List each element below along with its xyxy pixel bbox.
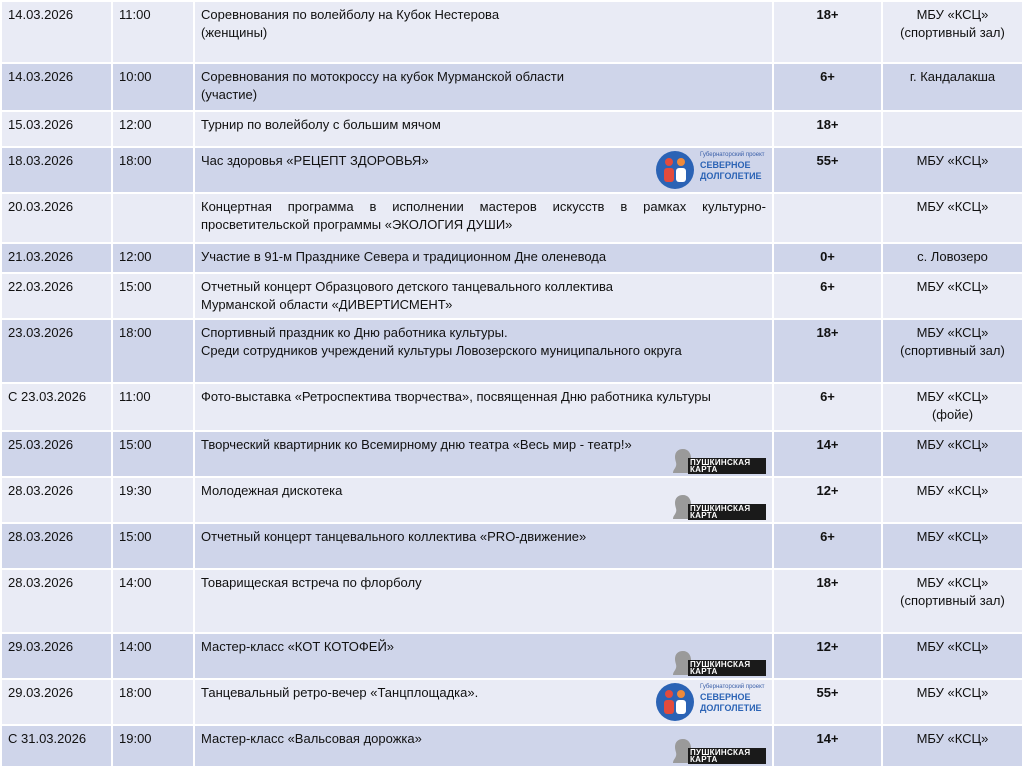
event-line: Фото-выставка «Ретроспектива творчества», посвященная Дню работника культуры: [201, 389, 711, 404]
date-cell: 25.03.2026: [1, 431, 112, 477]
place-line: (фойе): [931, 407, 974, 422]
date-cell: 28.03.2026: [1, 477, 112, 523]
table-row: [1, 319, 1023, 383]
time-cell: [112, 193, 194, 243]
table-row: [1, 243, 1023, 273]
logo-caption: Губернаторский проект: [700, 684, 765, 690]
table-row: [1, 569, 1023, 633]
age-cell: 6+: [773, 63, 882, 111]
place-line: МБУ «КСЦ»: [916, 325, 989, 340]
table-row: [1, 1, 1023, 63]
date-cell: С 31.03.2026: [1, 725, 112, 767]
time-cell: 12:00: [112, 111, 194, 147]
table-row: [1, 679, 1023, 725]
pushkin-card-text: ПУШКИНСКАЯ КАРТА: [690, 504, 751, 520]
people-icon: [656, 151, 694, 189]
event-cell: [194, 431, 773, 477]
place-cell: [882, 523, 1023, 569]
severnoe-dolgoletie-logo: [656, 151, 765, 189]
age-cell: 14+: [773, 725, 882, 767]
place-cell: [882, 383, 1023, 431]
date-cell: 29.03.2026: [1, 633, 112, 679]
time-cell: 19:30: [112, 477, 194, 523]
event-cell: [194, 633, 773, 679]
place-cell: [882, 569, 1023, 633]
place-line: МБУ «КСЦ»: [916, 483, 989, 498]
severnoe-dolgoletie-logo: [656, 683, 765, 721]
date-cell: С 23.03.2026: [1, 383, 112, 431]
date-cell: 15.03.2026: [1, 111, 112, 147]
event-line: Среди сотрудников учреждений культуры Ловозерского муниципального округа: [201, 343, 682, 358]
time-cell: 15:00: [112, 431, 194, 477]
table-row: [1, 111, 1023, 147]
place-line: (спортивный зал): [900, 25, 1005, 40]
place-cell: [882, 193, 1023, 243]
date-cell: 23.03.2026: [1, 319, 112, 383]
date-cell: 29.03.2026: [1, 679, 112, 725]
event-cell: [194, 193, 773, 243]
place-line: МБУ «КСЦ»: [916, 279, 989, 294]
place-cell: [882, 725, 1023, 767]
time-cell: 15:00: [112, 273, 194, 319]
age-cell: 6+: [773, 273, 882, 319]
table-row: [1, 725, 1023, 767]
place-line: МБУ «КСЦ»: [916, 199, 989, 214]
event-line: Молодежная дискотека: [201, 483, 343, 498]
table-row: [1, 633, 1023, 679]
event-line: Отчетный концерт танцевального коллектива «PRO-движение»: [201, 529, 587, 544]
age-cell: 55+: [773, 679, 882, 725]
place-line: МБУ «КСЦ»: [916, 575, 989, 590]
place-cell: [882, 243, 1023, 273]
event-cell: [194, 1, 773, 63]
pushkin-card-text: ПУШКИНСКАЯ КАРТА: [690, 458, 751, 474]
place-line: (спортивный зал): [900, 343, 1005, 358]
age-cell: [773, 193, 882, 243]
place-cell: [882, 319, 1023, 383]
place-cell: [882, 63, 1023, 111]
place-cell: [882, 1, 1023, 63]
event-cell: [194, 569, 773, 633]
date-cell: 22.03.2026: [1, 273, 112, 319]
time-cell: 18:00: [112, 319, 194, 383]
time-cell: 12:00: [112, 243, 194, 273]
date-cell: 18.03.2026: [1, 147, 112, 193]
logo-title: СЕВЕРНОЕ ДОЛГОЛЕТИЕ: [700, 692, 762, 713]
time-cell: 15:00: [112, 523, 194, 569]
event-line: Соревнования по волейболу на Кубок Нестерова: [201, 7, 500, 22]
place-cell: [882, 111, 1023, 147]
age-cell: 6+: [773, 523, 882, 569]
pushkin-card-logo: [666, 492, 766, 522]
age-cell: 18+: [773, 319, 882, 383]
age-cell: 18+: [773, 569, 882, 633]
date-cell: 28.03.2026: [1, 569, 112, 633]
event-line: Час здоровья «РЕЦЕПТ ЗДОРОВЬЯ»: [201, 153, 429, 168]
pushkin-card-logo: [666, 648, 766, 678]
place-line: МБУ «КСЦ»: [916, 639, 989, 654]
place-line: МБУ «КСЦ»: [916, 389, 989, 404]
age-cell: 6+: [773, 383, 882, 431]
place-line: МБУ «КСЦ»: [916, 7, 989, 22]
time-cell: 11:00: [112, 1, 194, 63]
event-text: Концертная программа в исполнении мастеров искусств в рамках культурно-просветительской программы «ЭКОЛОГИЯ ДУШИ»: [201, 199, 766, 232]
event-line: Мастер-класс «Вальсовая дорожка»: [201, 731, 422, 746]
event-line: Турнир по волейболу с большим мячом: [201, 117, 441, 132]
time-cell: 14:00: [112, 633, 194, 679]
place-line: с. Ловозеро: [917, 249, 988, 264]
table-row: [1, 273, 1023, 319]
event-cell: [194, 679, 773, 725]
place-line: МБУ «КСЦ»: [916, 731, 989, 746]
event-line: Соревнования по мотокроссу на кубок Мурманской области: [201, 69, 564, 84]
time-cell: 18:00: [112, 147, 194, 193]
event-cell: [194, 319, 773, 383]
table-row: [1, 383, 1023, 431]
time-cell: 18:00: [112, 679, 194, 725]
date-cell: 14.03.2026: [1, 63, 112, 111]
event-cell: [194, 273, 773, 319]
table-row: [1, 523, 1023, 569]
age-cell: 18+: [773, 111, 882, 147]
event-cell: [194, 63, 773, 111]
event-line: (женщины): [201, 25, 268, 40]
date-cell: 21.03.2026: [1, 243, 112, 273]
people-icon: [656, 683, 694, 721]
time-cell: 19:00: [112, 725, 194, 767]
place-cell: [882, 633, 1023, 679]
place-cell: [882, 147, 1023, 193]
table-row: [1, 63, 1023, 111]
event-cell: [194, 477, 773, 523]
place-line: (спортивный зал): [900, 593, 1005, 608]
event-cell: [194, 383, 773, 431]
age-cell: 12+: [773, 633, 882, 679]
date-cell: 20.03.2026: [1, 193, 112, 243]
event-cell: [194, 523, 773, 569]
event-line: Мастер-класс «КОТ КОТОФЕЙ»: [201, 639, 395, 654]
event-line: Мурманской области «ДИВЕРТИСМЕНТ»: [201, 297, 453, 312]
place-line: МБУ «КСЦ»: [916, 685, 989, 700]
date-cell: 14.03.2026: [1, 1, 112, 63]
event-line: Товарищеская встреча по флорболу: [201, 575, 422, 590]
time-cell: 14:00: [112, 569, 194, 633]
table-row: [1, 147, 1023, 193]
event-line: Спортивный праздник ко Дню работника культуры.: [201, 325, 508, 340]
event-line: Творческий квартирник ко Всемирному дню театра «Весь мир - театр!»: [201, 437, 632, 452]
event-line: Участие в 91-м Празднике Севера и традиционном Дне оленевода: [201, 249, 607, 264]
age-cell: 14+: [773, 431, 882, 477]
date-cell: 28.03.2026: [1, 523, 112, 569]
table-row: [1, 431, 1023, 477]
logo-caption: Губернаторский проект: [700, 152, 765, 158]
event-cell: [194, 243, 773, 273]
time-cell: 11:00: [112, 383, 194, 431]
place-cell: [882, 477, 1023, 523]
place-line: г. Кандалакша: [909, 69, 996, 84]
event-cell: [194, 111, 773, 147]
pushkin-card-logo: [666, 446, 766, 476]
time-cell: 10:00: [112, 63, 194, 111]
place-cell: [882, 431, 1023, 477]
place-cell: [882, 273, 1023, 319]
pushkin-card-text: ПУШКИНСКАЯ КАРТА: [690, 748, 751, 764]
logo-title: СЕВЕРНОЕ ДОЛГОЛЕТИЕ: [700, 160, 762, 181]
table-row: [1, 477, 1023, 523]
event-line: (участие): [201, 87, 258, 102]
pushkin-card-text: ПУШКИНСКАЯ КАРТА: [690, 660, 751, 676]
pushkin-card-logo: [666, 736, 766, 766]
event-line: Танцевальный ретро-вечер «Танцплощадка».: [201, 685, 479, 700]
age-cell: 0+: [773, 243, 882, 273]
event-line: Отчетный концерт Образцового детского танцевального коллектива: [201, 279, 613, 294]
event-cell: [194, 725, 773, 767]
age-cell: 12+: [773, 477, 882, 523]
place-line: МБУ «КСЦ»: [916, 437, 989, 452]
place-line: МБУ «КСЦ»: [916, 529, 989, 544]
place-cell: [882, 679, 1023, 725]
age-cell: 18+: [773, 1, 882, 63]
place-line: МБУ «КСЦ»: [916, 153, 989, 168]
event-cell: [194, 147, 773, 193]
table-row: [1, 193, 1023, 243]
age-cell: 55+: [773, 147, 882, 193]
